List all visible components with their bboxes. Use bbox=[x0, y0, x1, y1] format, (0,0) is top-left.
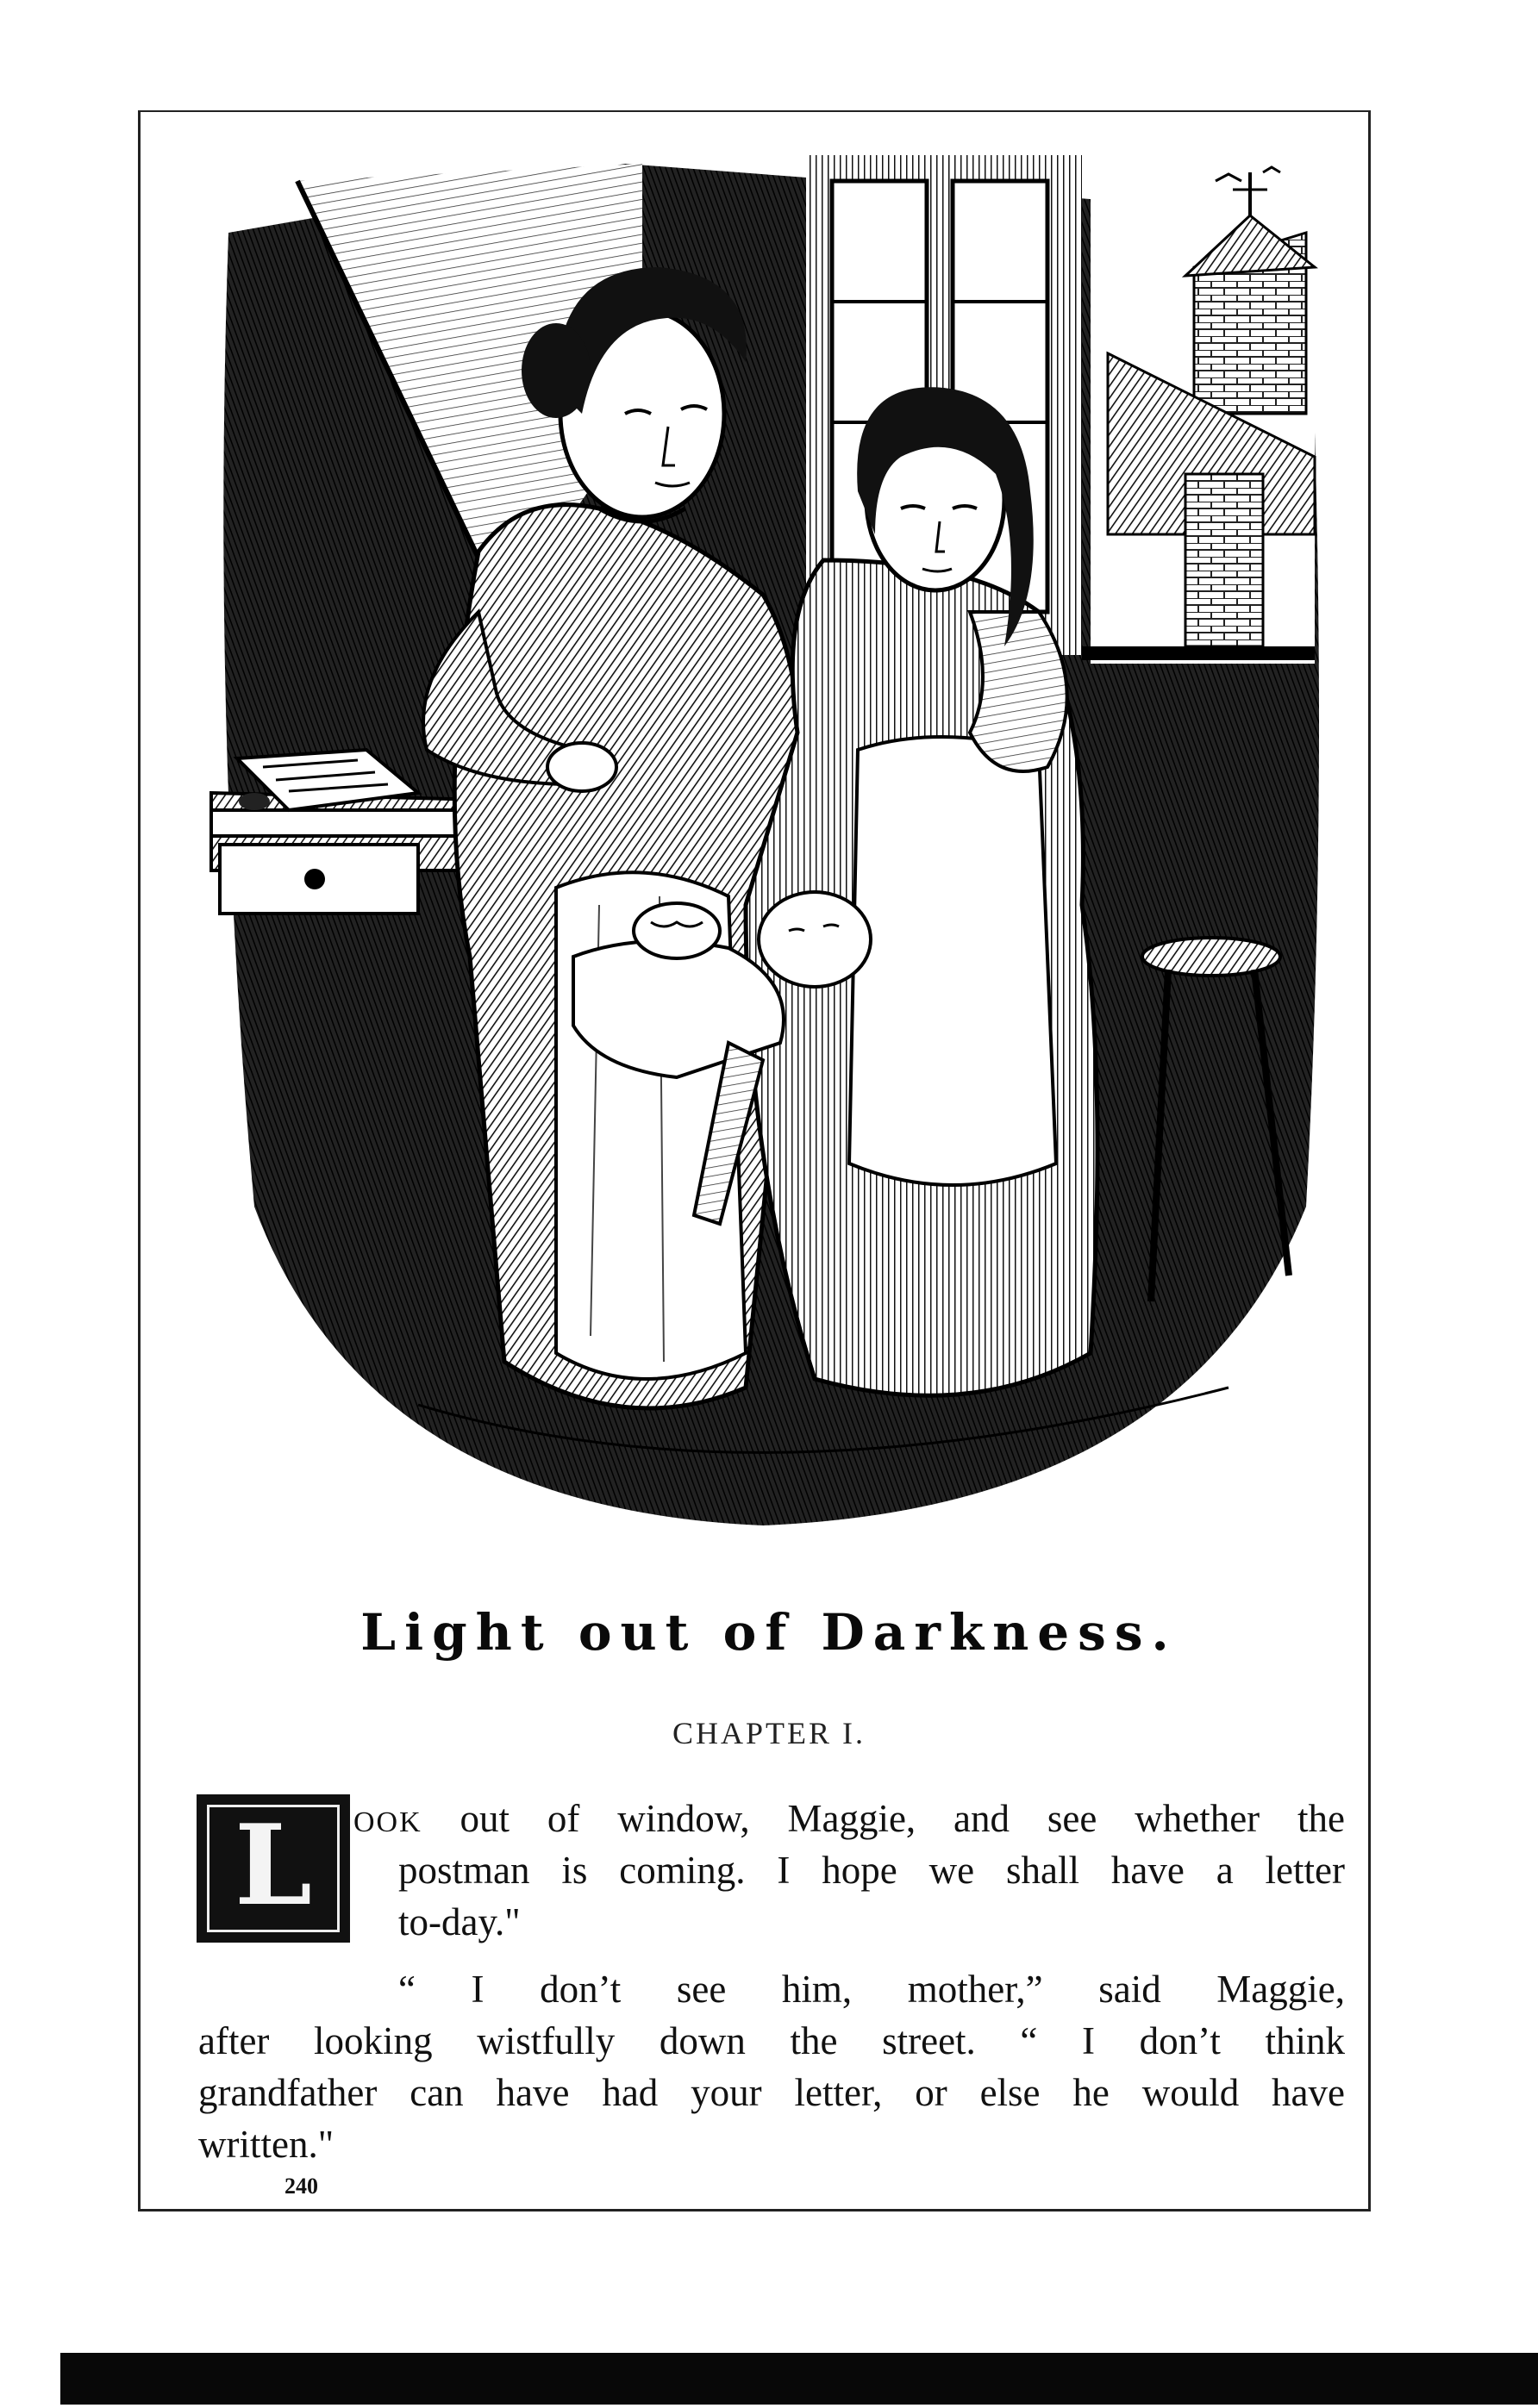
decorated-drop-cap bbox=[197, 1794, 350, 1943]
line-text: out of window, Maggie, and see whether the bbox=[460, 1797, 1345, 1840]
body-text-line bbox=[353, 1793, 1345, 1849]
body-text-line: written." bbox=[198, 2123, 334, 2166]
small-caps-opening: OOK bbox=[353, 1806, 422, 1838]
body-text-line: after looking wistfully down the street. “ I don’t think bbox=[198, 2019, 1345, 2062]
body-text-line: “ I don’t see him, mother,” said Maggie, bbox=[398, 1968, 1345, 2011]
drop-cap-letter: L bbox=[234, 1801, 312, 1931]
body-text-line: to-day." bbox=[398, 1900, 521, 1943]
page-number: 240 bbox=[284, 2174, 318, 2199]
chapter-title: Light out of Darkness. bbox=[360, 1603, 1178, 1662]
scan-edge-bar bbox=[60, 2353, 1538, 2405]
body-text-line: postman is coming. I hope we shall have a letter bbox=[398, 1849, 1345, 1892]
engraved-illustration bbox=[194, 129, 1332, 1543]
body-text-line: grandfather can have had your letter, or else he would have bbox=[198, 2071, 1345, 2114]
chapter-heading: CHAPTER I. bbox=[672, 1716, 866, 1750]
